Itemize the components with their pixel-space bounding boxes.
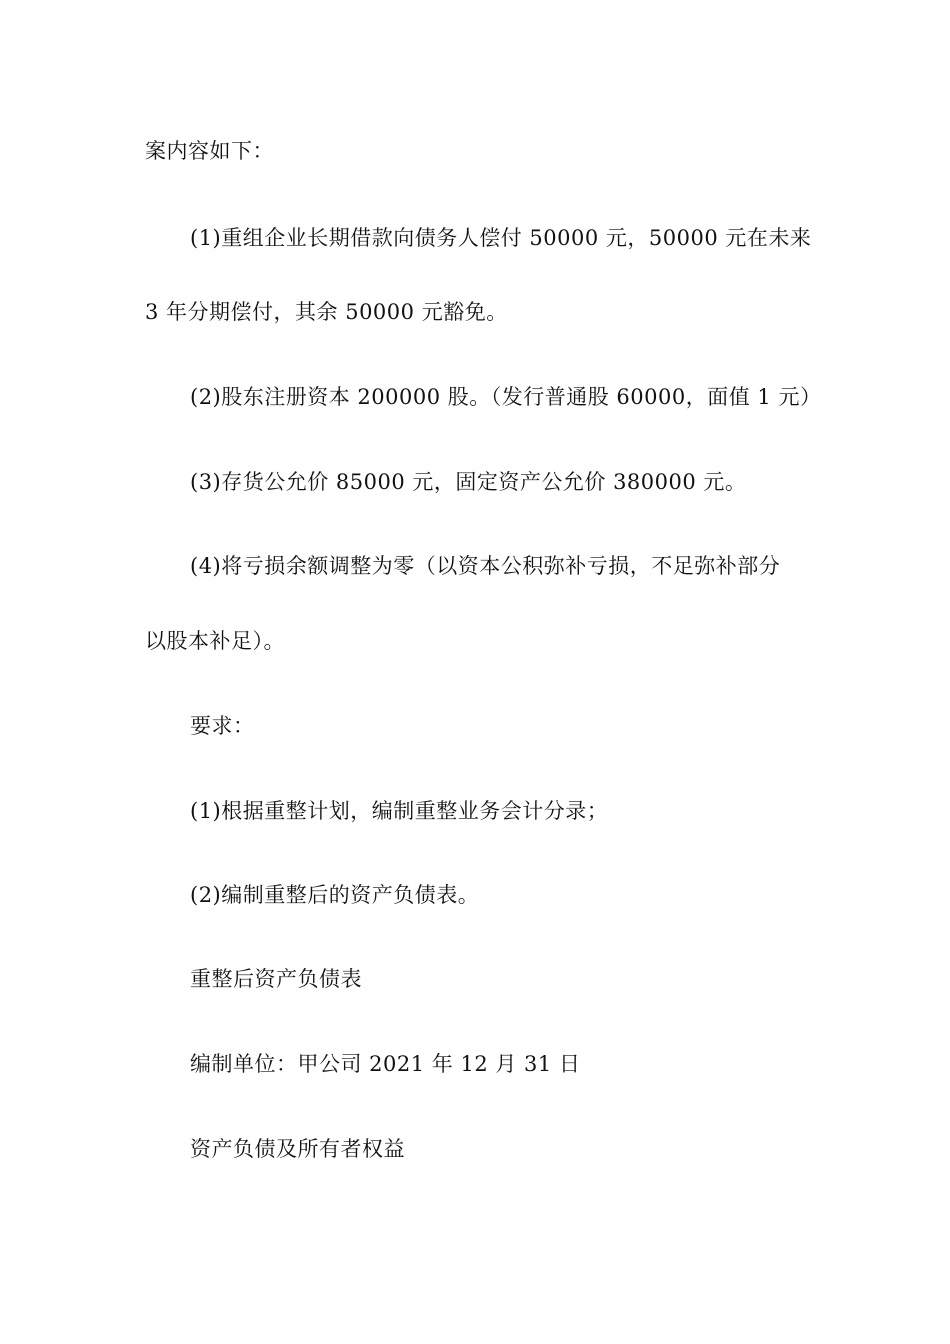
item-4-line-1: (4)将亏损余额调整为零（以资本公积弥补亏损，不足弥补部分: [190, 554, 781, 578]
item-2: (2)股东注册资本 200000 股。（发行普通股 60000，面值 1 元）: [190, 385, 822, 409]
table-title: 重整后资产负债表: [190, 967, 362, 991]
requirement-2: (2)编制重整后的资产负债表。: [190, 883, 480, 907]
item-1-line-2: 3 年分期偿付，其余 50000 元豁免。: [145, 300, 508, 324]
item-1-line-1: (1)重组企业长期借款向债务人偿付 50000 元，50000 元在未来: [190, 226, 812, 250]
paragraph-intro-continued: 案内容如下：: [145, 139, 274, 163]
requirement-1: (1)根据重整计划，编制重整业务会计分录；: [190, 799, 609, 823]
requirements-heading: 要求：: [190, 714, 255, 738]
table-column-heading: 资产负债及所有者权益: [190, 1137, 405, 1161]
preparer-and-date: 编制单位：甲公司 2021 年 12 月 31 日: [190, 1052, 581, 1076]
item-4-line-2: 以股本补足）。: [145, 629, 285, 653]
item-3: (3)存货公允价 85000 元，固定资产公允价 380000 元。: [190, 470, 747, 494]
